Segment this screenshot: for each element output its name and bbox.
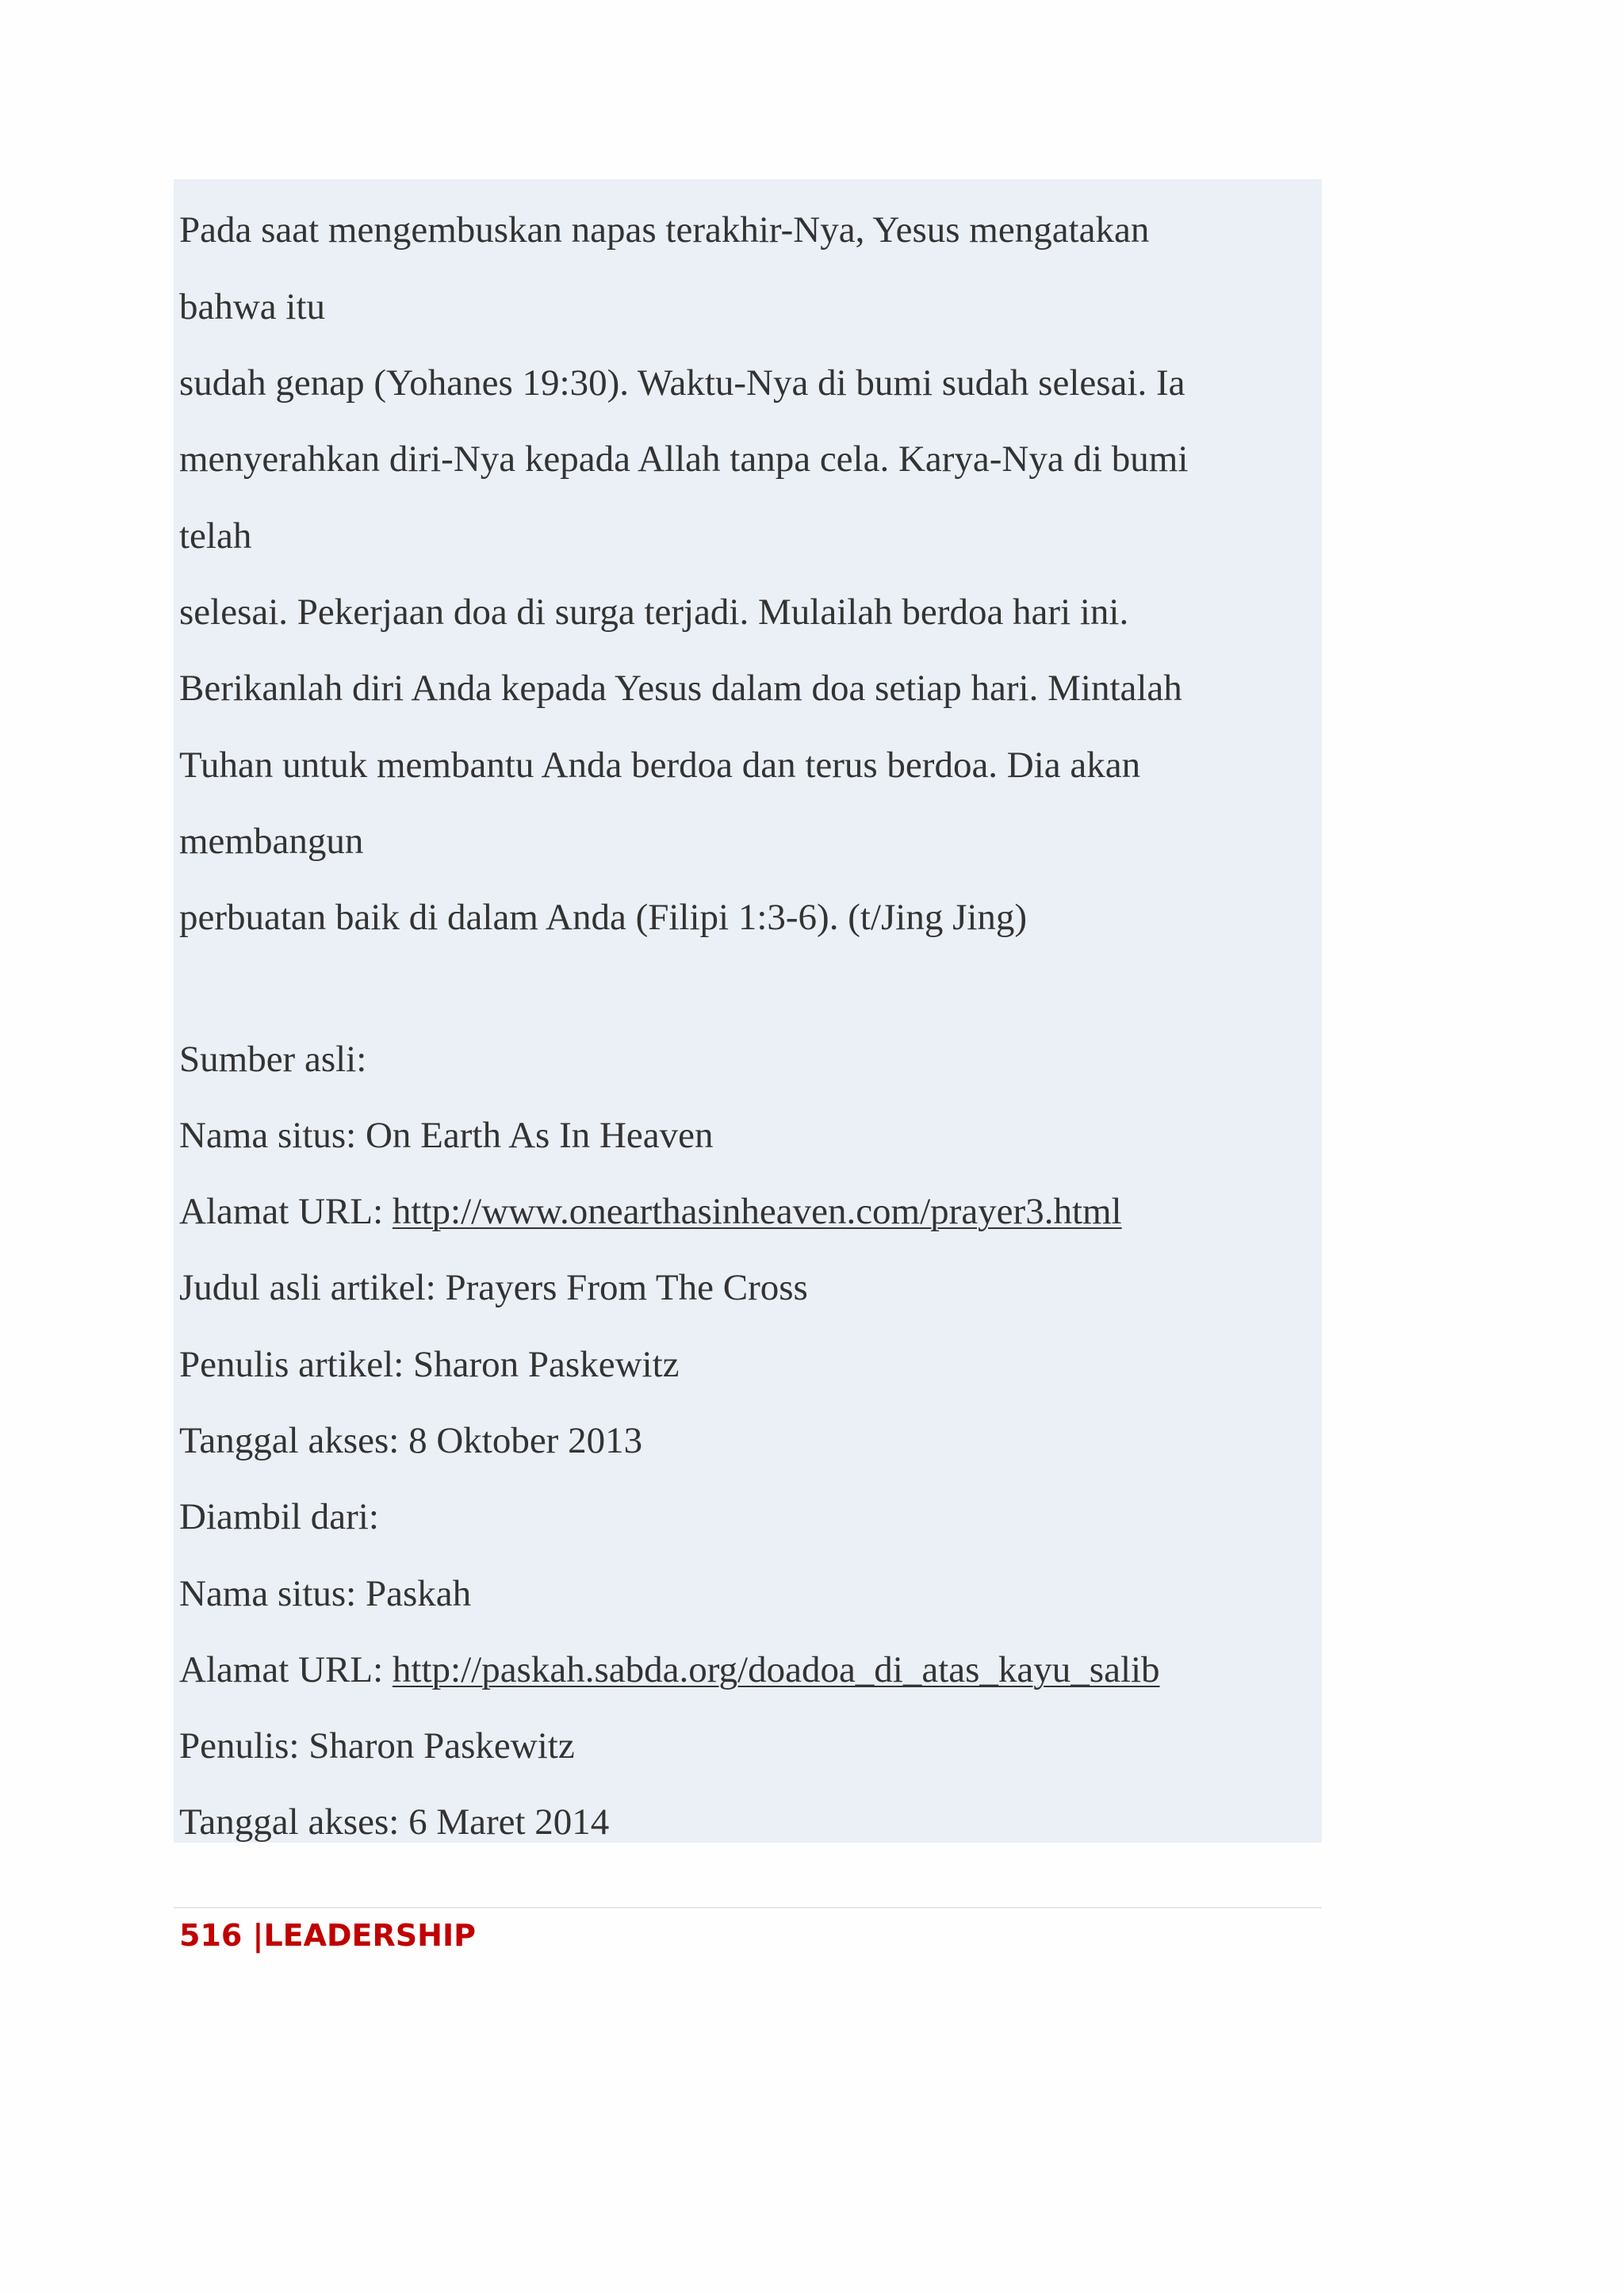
body-line: selesai. Pekerjaan doa di surga terjadi. Mulailah berdoa hari ini. — [179, 591, 1129, 633]
taken-from-url-line — [179, 1646, 1160, 1694]
page-footer — [179, 1913, 476, 1958]
footer-divider — [174, 1907, 1322, 1908]
taken-from-url-link[interactable]: http://paskah.sabda.org/doadoa_di_atas_kayu_salib — [392, 1649, 1160, 1690]
body-line: perbuatan baik di dalam Anda (Filipi 1:3-6). (t/Jing Jing) — [179, 897, 1028, 938]
source-heading: Sumber asli: — [179, 1039, 367, 1080]
footer-section: LEADERSHIP — [263, 1918, 476, 1953]
body-line: menyerahkan diri-Nya kepada Allah tanpa cela. Karya-Nya di bumi — [179, 438, 1189, 480]
taken-from-access-date: Tanggal akses: 6 Maret 2014 — [179, 1801, 610, 1843]
taken-from-url-label: Alamat URL: — [179, 1649, 393, 1690]
source-access-date: Tanggal akses: 8 Oktober 2013 — [179, 1420, 643, 1461]
body-line: membangun — [179, 821, 364, 862]
taken-from-author: Penulis: Sharon Paskewitz — [179, 1725, 575, 1767]
body-line: Berikanlah diri Anda kepada Yesus dalam doa setiap hari. Mintalah — [179, 668, 1182, 709]
source-url-label: Alamat URL: — [179, 1191, 393, 1232]
page-number: 516 — [179, 1918, 243, 1953]
taken-from-heading: Diambil dari: — [179, 1496, 379, 1537]
source-url-link[interactable]: http://www.onearthasinheaven.com/prayer3.html — [392, 1191, 1122, 1232]
body-line: Pada saat mengembuskan napas terakhir-Nya, Yesus mengatakan — [179, 209, 1150, 251]
source-site-name: Nama situs: On Earth As In Heaven — [179, 1115, 714, 1156]
body-line: telah — [179, 515, 252, 557]
source-url-line — [179, 1188, 1122, 1235]
taken-from-site-name: Nama situs: Paskah — [179, 1573, 472, 1614]
body-line: bahwa itu — [179, 286, 326, 327]
body-line: sudah genap (Yohanes 19:30). Waktu-Nya di bumi sudah selesai. Ia — [179, 362, 1185, 404]
source-author: Penulis artikel: Sharon Paskewitz — [179, 1344, 680, 1385]
footer-separator: | — [242, 1918, 264, 1953]
body-line: Tuhan untuk membantu Anda berdoa dan terus berdoa. Dia akan — [179, 745, 1141, 786]
source-original-title: Judul asli artikel: Prayers From The Cross — [179, 1267, 808, 1308]
